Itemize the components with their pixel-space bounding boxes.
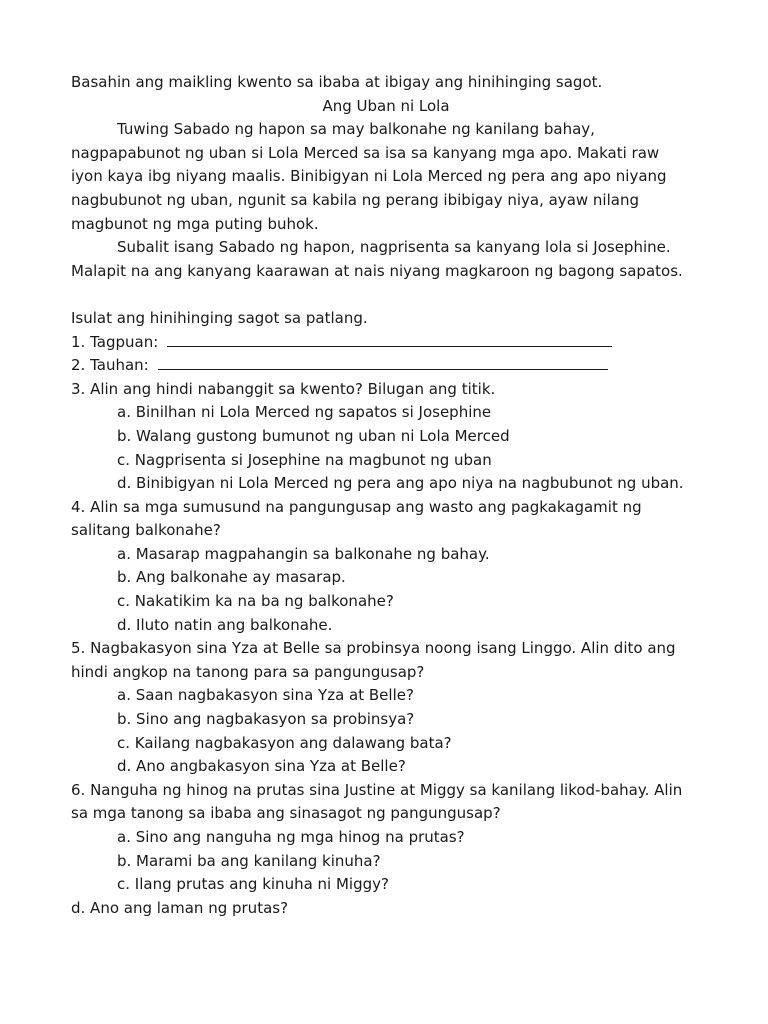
story-line: Tuwing Sabado ng hapon sa may balkonahe ng kanilang bahay, [117, 120, 595, 139]
answer-blank-tauhan[interactable] [158, 355, 608, 370]
choice-item: c. Nagprisenta si Josephine na magbunot ng uban [117, 450, 492, 469]
choice-item-unindented: d. Ano ang laman ng prutas? [71, 898, 289, 917]
question-4-stem-cont: salitang balkonahe? [71, 521, 221, 540]
question-2 [71, 354, 701, 378]
choice-item: d. Iluto natin ang balkonahe. [117, 615, 333, 634]
choice-item: c. Kailang nagbakasyon ang dalawang bata? [117, 733, 452, 752]
choice-item: a. Masarap magpahangin sa balkonahe ng bahay. [117, 544, 490, 563]
question-5 [71, 637, 701, 779]
choice-item: d. Binibigyan ni Lola Merced ng pera ang apo niya na nagbubunot ng uban. [117, 474, 684, 493]
story-line: iyon kaya ibg niyang maalis. Binibigyan ni Lola Merced ng pera ang apo niyang [71, 167, 667, 186]
story-paragraph-1 [71, 118, 701, 236]
choice-item: b. Sino ang nagbakasyon sa probinsya? [117, 710, 415, 729]
story-line: magbunot ng mga puting buhok. [71, 214, 319, 233]
question-6-stem: 6. Nanguha ng hinog na prutas sina Justine at Miggy sa kanilang likod-bahay. Alin [71, 780, 683, 799]
story-line: Malapit na ang kanyang kaarawan at nais niyang magkaroon ng bagong sapatos. [71, 261, 683, 280]
story-line: Subalit isang Sabado ng hapon, nagprisenta sa kanyang lola si Josephine. [117, 238, 671, 257]
question-5-stem-cont: hindi angkop na tanong para sa pangungusap? [71, 662, 425, 681]
answer-blank-tagpuan[interactable] [167, 332, 612, 347]
section-instruction: Isulat ang hinihinging sagot sa patlang. [71, 308, 368, 327]
story-line: nagbubunot ng uban, ngunit sa kabila ng perang ibibigay niya, ayaw nilang [71, 190, 639, 209]
question-1-label: 1. Tagpuan: [71, 332, 159, 351]
spacer [71, 283, 701, 307]
choice-item: c. Ilang prutas ang kinuha ni Miggy? [117, 875, 389, 894]
question-3 [71, 378, 701, 496]
instruction-text: Basahin ang maikling kwento sa ibaba at ibigay ang hinihinging sagot. [71, 73, 603, 91]
choice-item: d. Ano angbakasyon sina Yza at Belle? [117, 757, 406, 776]
question-6-stem-cont: sa mga tanong sa ibaba ang sinasagot ng pangungusap? [71, 804, 501, 823]
story-paragraph-2 [71, 236, 701, 283]
question-2-label: 2. Tauhan: [71, 356, 149, 375]
choice-item: a. Sino ang nanguha ng mga hinog na prutas? [117, 828, 465, 846]
story-line: nagpapabunot ng uban si Lola Merced sa isa sa kanyang mga apo. Makati raw [71, 143, 660, 162]
choice-item: a. Saan nagbakasyon sina Yza at Belle? [117, 686, 414, 705]
question-4 [71, 496, 701, 638]
choice-item: b. Walang gustong bumunot ng uban ni Lola Merced [117, 426, 510, 445]
story-title: Ang Uban ni Lola [322, 96, 450, 115]
question-6 [71, 779, 701, 921]
question-1 [71, 331, 701, 355]
question-3-stem: 3. Alin ang hindi nabanggit sa kwento? Bilugan ang titik. [71, 379, 496, 398]
choice-item: a. Binilhan ni Lola Merced ng sapatos si Josephine [117, 403, 492, 422]
choice-item: b. Ang balkonahe ay masarap. [117, 568, 346, 587]
choice-item: c. Nakatikim ka na ba ng balkonahe? [117, 592, 394, 611]
worksheet-page [71, 71, 701, 920]
choice-item: b. Marami ba ang kanilang kinuha? [117, 851, 381, 870]
question-5-stem: 5. Nagbakasyon sina Yza at Belle sa probinsya noong isang Linggo. Alin dito ang [71, 639, 676, 658]
question-4-stem: 4. Alin sa mga sumusund na pangungusap ang wasto ang pagkakagamit ng [71, 497, 642, 516]
